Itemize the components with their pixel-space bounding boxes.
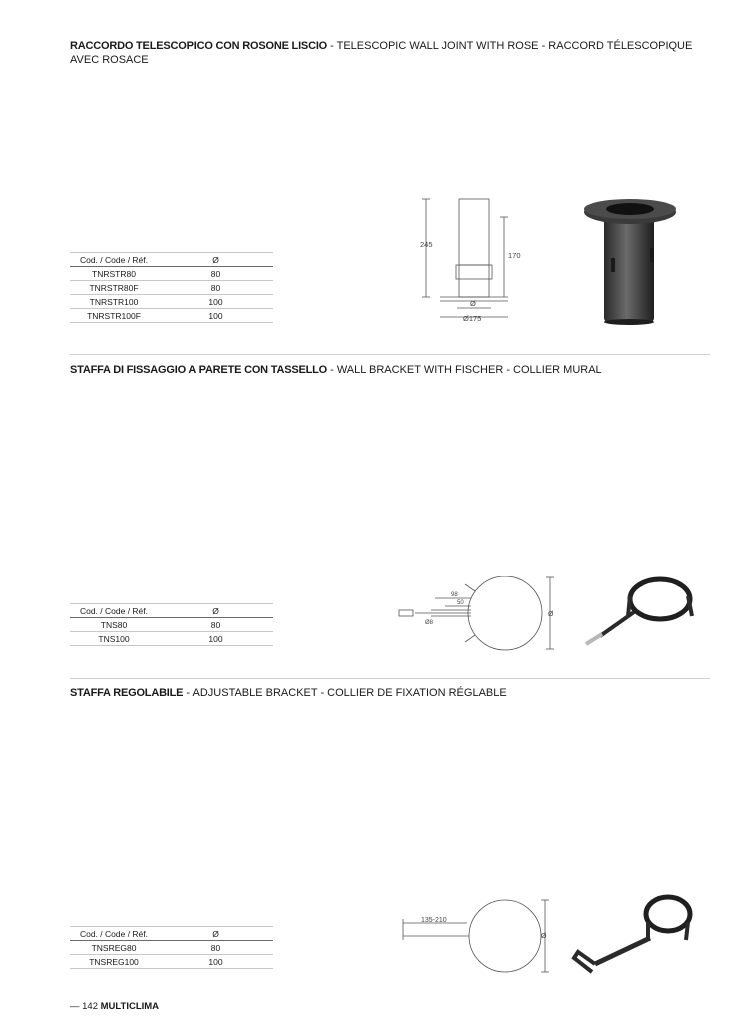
diameter-cell: 100 — [158, 955, 273, 969]
table-header-row — [70, 927, 273, 941]
table-row — [70, 618, 273, 632]
page-footer — [70, 1001, 159, 1012]
code-cell: TNSREG80 — [70, 941, 158, 955]
diameter-cell: 80 — [158, 941, 273, 955]
section-1-title-rest: - TELESCOPIC WALL JOINT WITH ROSE - RACCORD TÉLESCOPIQUE AVEC ROSACE — [70, 40, 693, 66]
section-divider — [70, 678, 710, 679]
table-row — [70, 941, 273, 955]
table-row — [70, 309, 273, 323]
height-inner-label: 170 — [508, 251, 521, 260]
bolt-diameter-label: Ø8 — [425, 620, 434, 626]
section-2-title-it: STAFFA DI FISSAGGIO A PARETE CON TASSELLO — [70, 364, 328, 376]
dim-50-label: 50 — [457, 600, 464, 606]
diameter-cell: 100 — [158, 309, 273, 323]
section-3-heading — [70, 686, 710, 700]
diameter-column-header: Ø — [158, 253, 273, 267]
section-2-title-rest: - WALL BRACKET WITH FISCHER - COLLIER MURAL — [330, 364, 602, 376]
flange-diameter-label: Ø175 — [463, 314, 482, 323]
wall-bracket-drawing — [395, 576, 560, 656]
section-1-title-it: RACCORDO TELESCOPICO CON ROSONE LISCIO — [70, 40, 328, 52]
table-row — [70, 267, 273, 281]
diameter-column-header: Ø — [158, 927, 273, 941]
range-label: 135-210 — [421, 917, 447, 924]
section-2-heading — [70, 363, 710, 377]
table-header-row — [70, 253, 273, 267]
table-row — [70, 955, 273, 969]
code-cell: TNRSTR100 — [70, 295, 158, 309]
code-column-header: Cod. / Code / Réf. — [70, 253, 158, 267]
code-column-header: Cod. / Code / Réf. — [70, 604, 158, 618]
dim-98-label: 98 — [451, 592, 458, 598]
section-1-heading — [70, 39, 710, 67]
diameter-cell: 80 — [158, 281, 273, 295]
section-divider — [70, 354, 710, 355]
page-number: — 142 — [70, 1001, 98, 1012]
code-cell: TNS80 — [70, 618, 158, 632]
section-3-title-it: STAFFA REGOLABILE — [70, 687, 184, 699]
adjustable-bracket-photo — [570, 892, 715, 977]
diameter-label: Ø — [548, 611, 554, 618]
section-1-code-table — [70, 252, 273, 323]
code-cell: TNRSTR80 — [70, 267, 158, 281]
height-total-label: 245 — [420, 240, 433, 249]
diameter-cell: 100 — [158, 295, 273, 309]
table-row — [70, 281, 273, 295]
diameter-label: Ø — [541, 933, 547, 940]
code-cell: TNRSTR80F — [70, 281, 158, 295]
section-3-code-table — [70, 926, 273, 969]
code-column-header: Cod. / Code / Réf. — [70, 927, 158, 941]
code-cell: TNS100 — [70, 632, 158, 646]
wall-bracket-photo — [580, 572, 705, 652]
telescopic-joint-photo — [580, 192, 685, 332]
table-row — [70, 295, 273, 309]
telescopic-joint-drawing — [400, 185, 550, 330]
diameter-column-header: Ø — [158, 604, 273, 618]
section-2-code-table — [70, 603, 273, 646]
code-cell: TNSREG100 — [70, 955, 158, 969]
table-header-row — [70, 604, 273, 618]
brand-name: MULTICLIMA — [100, 1001, 160, 1012]
section-3-title-rest: - ADJUSTABLE BRACKET - COLLIER DE FIXATION RÉGLABLE — [186, 687, 507, 699]
diameter-cell: 80 — [158, 267, 273, 281]
code-cell: TNRSTR100F — [70, 309, 158, 323]
diameter-cell: 80 — [158, 618, 273, 632]
table-row — [70, 632, 273, 646]
diameter-cell: 100 — [158, 632, 273, 646]
adjustable-bracket-drawing — [395, 898, 555, 973]
diameter-label: Ø — [470, 299, 476, 308]
